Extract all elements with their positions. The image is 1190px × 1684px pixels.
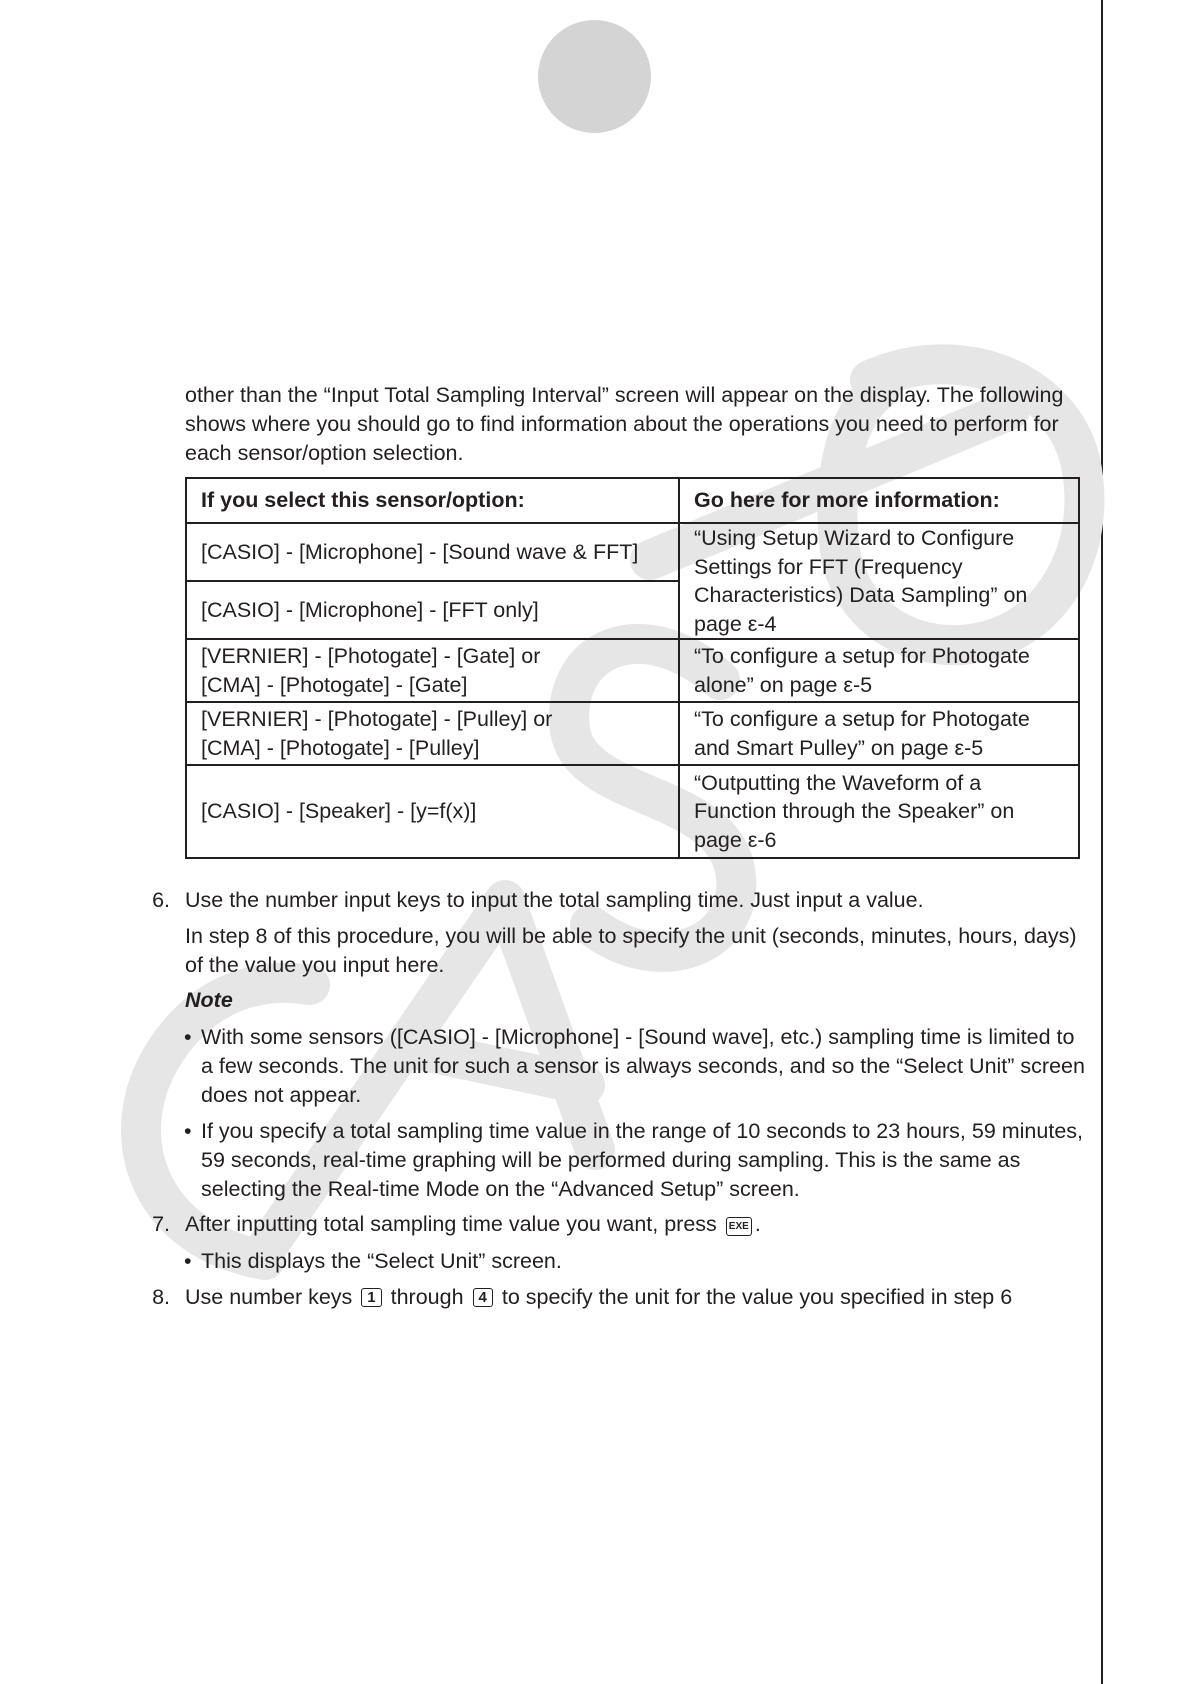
step-8-number: 8. [152, 1285, 170, 1309]
table-row [186, 765, 1079, 858]
table-cell-option: [CASIO] - [Microphone] - [Sound wave & FFT] [186, 523, 679, 581]
step-6-detail: In step 8 of this procedure, you will be able to specify the unit (seconds, minutes, hours, days) of the value you input here. [185, 924, 1077, 977]
table-cell-info: “To configure a setup for Photogate and Smart Pulley” on page ε-5 [679, 702, 1079, 765]
step-6-text: Use the number input keys to input the total sampling time. Just input a value. [185, 888, 924, 912]
table-cell-info: “To configure a setup for Photogate alone” on page ε-5 [679, 639, 1079, 702]
table-row [186, 702, 1079, 765]
table-cell-option: [VERNIER] - [Photogate] - [Pulley] or [CMA] - [Photogate] - [Pulley] [186, 702, 679, 765]
note-bullet: • With some sensors ([CASIO] - [Microphone] - [Sound wave], etc.) sampling time is limited to a few seconds. The unit for such a sensor is always seconds, and so the “Select Unit” screen does not appear. [184, 1025, 1085, 1107]
exe-key-icon: EXE [726, 1217, 752, 1236]
note-bullet: • If you specify a total sampling time value in the range of 10 seconds to 23 hours, 59 minutes, 59 seconds, real-time graphing will be performed during sampling. This is the same as selecting the Real-time Mode on the “Advanced Setup” screen. [184, 1119, 1084, 1201]
table-cell-option: [CASIO] - [Microphone] - [FFT only] [186, 581, 679, 639]
table-cell-option: [VERNIER] - [Photogate] - [Gate] or [CMA] - [Photogate] - [Gate] [186, 639, 679, 702]
table-cell-info: “Using Setup Wizard to Configure Settings for FFT (Frequency Characteristics) Data Sampling” on page ε-4 [679, 523, 1079, 639]
step-8-text: Use number keys 1 through 4 to specify the unit for the value you specified in step 6 [185, 1285, 1013, 1309]
note-heading: Note [185, 988, 233, 1012]
step-6-number: 6. [152, 888, 170, 912]
table-row [186, 523, 1079, 581]
table-cell-info: “Outputting the Waveform of a Function through the Speaker” on page ε-6 [679, 765, 1079, 858]
table-header-option: If you select this sensor/option: [186, 478, 679, 523]
table-header-info: Go here for more information: [679, 478, 1079, 523]
step-7-bullet: • This displays the “Select Unit” screen. [184, 1249, 562, 1273]
key-4-icon: 4 [473, 1288, 493, 1307]
table-header-row [186, 478, 1079, 523]
intro-paragraph: other than the “Input Total Sampling Interval” screen will appear on the display. The following shows where you should go to find information about the operations you need to perform for each sensor/option selection. [185, 383, 1064, 465]
sensor-info-table [185, 477, 1080, 859]
key-1-icon: 1 [361, 1288, 381, 1307]
table-cell-option: [CASIO] - [Speaker] - [y=f(x)] [186, 765, 679, 858]
step-7-text: After inputting total sampling time value you want, press EXE . [185, 1212, 761, 1236]
table-row [186, 639, 1079, 702]
step-7-number: 7. [152, 1212, 170, 1236]
